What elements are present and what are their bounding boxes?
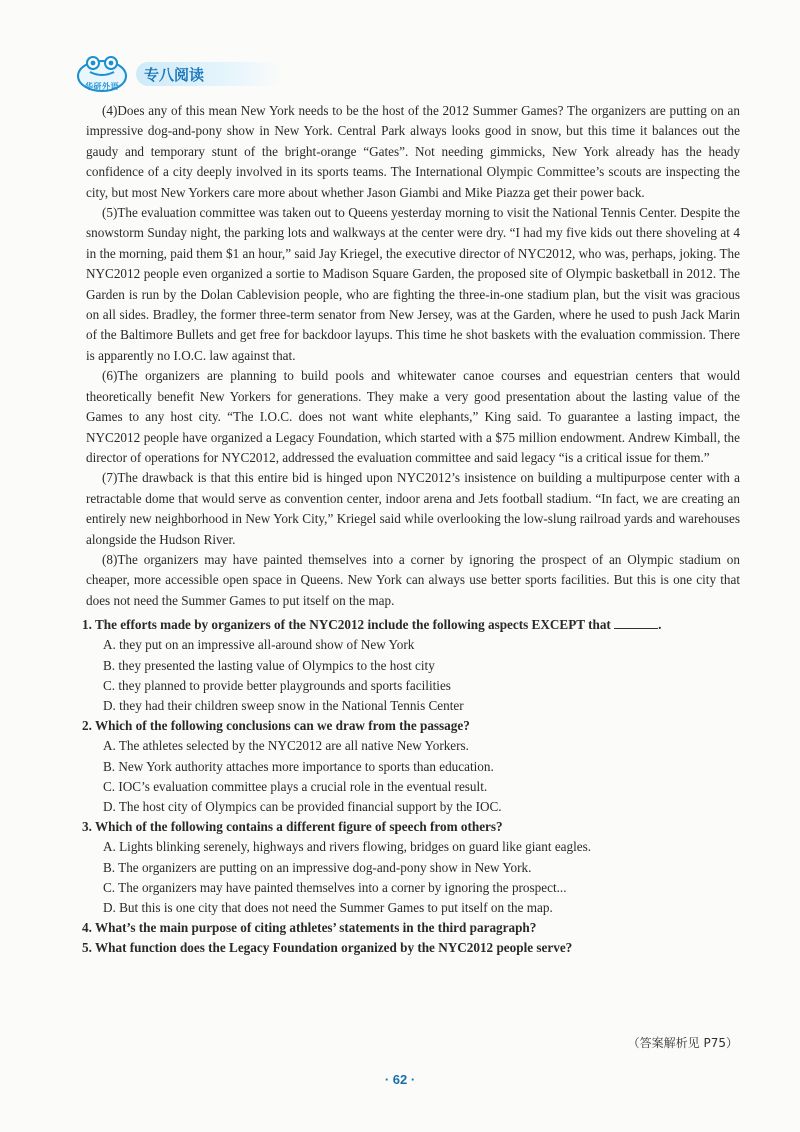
option-b: B. The organizers are putting on an impressive dog-and-pony show in New York. <box>103 859 532 875</box>
reading-passage <box>82 101 740 959</box>
page-header <box>70 54 282 94</box>
paragraph-5: (5)The evaluation committee was taken out to Queens yesterday morning to visit the National Tennis Center. Despite the snowstorm Sunday night, the parking lots and walkways at the center were dry. “I had my five kids out there shoveling at 4 in the morning, paid them $1 an hour,” said Jay Kriegel, the executive director of NYC2012, who was, perhaps, joking. The NYC2012 people even organized a sortie to Madison Square Garden, the proposed site of Olympic basketball in 2012. The Garden is run by the Dolan Cablevision people, who are fighting the three-in-one stadium plan, but the visit was gracious on all sides. Bradley, the former three-term senator from New Jersey, was at the Garden, where he used to push Jack Marin of the Baltimore Bullets and get free for backdoor layups. This time he shot baskets with the evaluation commission. There is apparently no I.O.C. law against that. <box>86 205 740 363</box>
page-number: · 62 · <box>384 1072 416 1087</box>
question-5 <box>82 938 740 958</box>
question-stem: 2. Which of the following conclusions can we draw from the passage? <box>82 718 470 734</box>
question-2 <box>82 716 740 817</box>
option-a: A. Lights blinking serenely, highways and rivers flowing, bridges on guard like giant eagles. <box>103 839 592 855</box>
paragraph-7: (7)The drawback is that this entire bid is hinged upon NYC2012’s insistence on building a multipurpose center with a retractable dome that would serve as convention center, indoor arena and Jets football stadium. “In fact, we are creating an entirely new neighborhood in New York City,” Kriegel said while overlooking the low-slung railroad yards and warehouses alongside the Hudson River. <box>86 470 740 547</box>
paragraph-8: (8)The organizers may have painted themselves into a corner by ignoring the prospect of an Olympic stadium on cheaper, more accessible open space in Queens. New York can always use better sports facilities. But this is one city that does not need the Summer Games to put itself on the map. <box>86 551 740 608</box>
question-1 <box>82 615 740 716</box>
question-stem: 3. Which of the following contains a different figure of speech from others? <box>82 819 503 835</box>
paragraph-6: (6)The organizers are planning to build pools and whitewater canoe courses and equestrian centers that would theoretically benefit New Yorkers for generations. They make a very good presentation about the lasting value of the Games to any host city. “The I.O.C. does not want white elephants,” King said. To guarantee a lasting impact, the NYC2012 people have organized a Legacy Foundation, which started with a $75 million endowment. Andrew Kimball, the director of operations for NYC2012, addressed the evaluation committee and said legacy “is a critical issue for them.” <box>86 368 740 465</box>
section-label: 专八阅读 <box>136 62 282 86</box>
option-d: D. they had their children sweep snow in the National Tennis Center <box>103 697 464 713</box>
publisher-logo <box>70 54 134 94</box>
option-a: A. they put on an impressive all-around show of New York <box>103 637 415 653</box>
option-d: D. But this is one city that does not need the Summer Games to put itself on the map. <box>103 900 553 915</box>
question-4 <box>82 918 740 938</box>
option-b: B. New York authority attaches more importance to sports than education. <box>103 758 494 774</box>
paragraph-4: (4)Does any of this mean New York needs to be the host of the 2012 Summer Games? The organizers are putting on an impressive dog-and-pony show in New York. Central Park always looks good in snow, but this time it balances out the gaudy and temporary stunt of the bright-orange “Gates”. Not needing gimmicks, New York already has the heady confidence of a city deeply involved in its sports teams. The International Olympic Committee’s scouts are inspecting the city, but most New Yorkers care more about whether Jason Giambi and Mike Piazza get their power back. <box>86 103 740 200</box>
option-b: B. they presented the lasting value of Olympics to the host city <box>103 657 435 673</box>
answer-blank <box>614 616 658 629</box>
option-d: D. The host city of Olympics can be provided financial support by the IOC. <box>103 798 502 814</box>
question-stem-end: . <box>658 617 662 633</box>
question-stem: 4. What’s the main purpose of citing athletes’ statements in the third paragraph? <box>82 920 537 936</box>
answer-reference: （答案解析见 P75） <box>627 1036 738 1050</box>
question-stem: 5. What function does the Legacy Foundation organized by the NYC2012 people serve? <box>82 940 573 956</box>
option-c: C. The organizers may have painted themselves into a corner by ignoring the prospect... <box>103 879 567 895</box>
option-c: C. IOC’s evaluation committee plays a crucial role in the eventual result. <box>103 778 488 794</box>
logo-text: 华研外语 <box>85 82 119 91</box>
question-stem: 1. The efforts made by organizers of the NYC2012 include the following aspects EXCEPT that <box>82 617 611 633</box>
option-c: C. they planned to provide better playgrounds and sports facilities <box>103 677 451 693</box>
option-a: A. The athletes selected by the NYC2012 are all native New Yorkers. <box>103 738 469 754</box>
question-3 <box>82 817 740 918</box>
